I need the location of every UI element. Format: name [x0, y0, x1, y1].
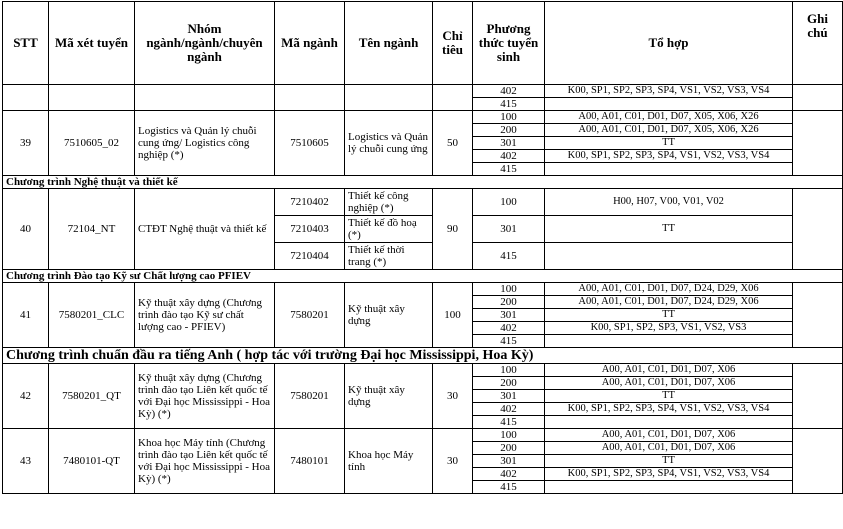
method-code: 200 [473, 124, 545, 137]
row-ma-xet-tuyen: 72104_NT [49, 189, 135, 270]
subject-combo: A00, A01, C01, D01, D07, X06 [545, 364, 793, 377]
header-ma-xet-tuyen: Mã xét tuyển [49, 2, 135, 85]
table-row [3, 189, 843, 216]
section-title: Chương trình Đào tạo Kỹ sư Chất lượng cao PFIEV [3, 270, 843, 283]
subject-combo: H00, H07, V00, V01, V02 [545, 189, 793, 216]
row-ma-nganh: 7210402 [275, 189, 345, 216]
row-nhom-nganh: Logistics và Quản lý chuỗi cung ứng/ Logistics công nghiệp (*) [135, 111, 275, 176]
row-chi-tieu: 50 [433, 111, 473, 176]
method-code: 100 [473, 111, 545, 124]
subject-combo: TT [545, 216, 793, 243]
table-row [3, 85, 843, 98]
row-ten-nganh: Kỹ thuật xây dựng [345, 283, 433, 348]
row-nhom-nganh: Khoa học Máy tính (Chương trình đào tạo Liên kết quốc tế với Đại học Mississippi - Hoa Kỳ) (*) [135, 429, 275, 494]
subject-combo: K00, SP1, SP2, SP3, SP4, VS1, VS2, VS3, VS4 [545, 403, 793, 416]
subject-combo: K00, SP1, SP2, SP3, SP4, VS1, VS2, VS3, VS4 [545, 468, 793, 481]
table-row [3, 429, 843, 442]
method-code: 200 [473, 377, 545, 390]
method-code: 415 [473, 243, 545, 270]
method-code: 415 [473, 98, 545, 111]
subject-combo: K00, SP1, SP2, SP3, VS1, VS2, VS3 [545, 322, 793, 335]
row-ma-nganh: 7580201 [275, 364, 345, 429]
method-code: 415 [473, 481, 545, 494]
section-title: Chương trình Nghệ thuật và thiết kế [3, 176, 843, 189]
row-ten-nganh: Logistics và Quản lý chuỗi cung ứng [345, 111, 433, 176]
section-title: Chương trình chuẩn đầu ra tiếng Anh ( hợp tác với trường Đại học Mississippi, Hoa Kỳ) [3, 348, 843, 364]
subject-combo [545, 416, 793, 429]
row-nhom-nganh: Kỹ thuật xây dựng (Chương trình đào tạo Kỹ sư chất lượng cao - PFIEV) [135, 283, 275, 348]
subject-combo: A00, A01, C01, D01, D07, D24, D29, X06 [545, 283, 793, 296]
row-chi-tieu: 30 [433, 429, 473, 494]
method-code: 100 [473, 189, 545, 216]
header-nhom-nganh: Nhóm ngành/ngành/chuyên ngành [135, 2, 275, 85]
subject-combo [545, 163, 793, 176]
row-stt: 39 [3, 111, 49, 176]
row-ma-nganh: 7210403 [275, 216, 345, 243]
row-ten-nganh: Kỹ thuật xây dựng [345, 364, 433, 429]
method-code: 100 [473, 429, 545, 442]
header-phuong-thuc: Phương thức tuyển sinh [473, 2, 545, 85]
method-code: 200 [473, 296, 545, 309]
header-to-hop: Tổ hợp [545, 2, 793, 85]
row-nhom-nganh: Kỹ thuật xây dựng (Chương trình đào tạo Liên kết quốc tế với Đại học Mississippi - Hoa Kỳ) (*) [135, 364, 275, 429]
method-code: 415 [473, 335, 545, 348]
admissions-table [2, 1, 843, 494]
row-stt: 42 [3, 364, 49, 429]
header-ghi-chu: Ghi chú [793, 2, 843, 85]
row-chi-tieu: 100 [433, 283, 473, 348]
method-code: 402 [473, 322, 545, 335]
row-ma-nganh: 7510605 [275, 111, 345, 176]
method-code: 402 [473, 468, 545, 481]
header-ten-nganh: Tên ngành [345, 2, 433, 85]
row-ma-nganh: 7210404 [275, 243, 345, 270]
row-ma-xet-tuyen: 7580201_QT [49, 364, 135, 429]
subject-combo: A00, A01, C01, D01, D07, D24, D29, X06 [545, 296, 793, 309]
subject-combo: TT [545, 390, 793, 403]
row-ma-xet-tuyen: 7480101-QT [49, 429, 135, 494]
subject-combo: TT [545, 137, 793, 150]
subject-combo: TT [545, 455, 793, 468]
section-heading-art [3, 176, 843, 189]
subject-combo: A00, A01, C01, D01, D07, X06 [545, 429, 793, 442]
row-ma-nganh: 7480101 [275, 429, 345, 494]
method-code: 415 [473, 416, 545, 429]
table-row [3, 364, 843, 377]
row-ma-xet-tuyen: 7580201_CLC [49, 283, 135, 348]
subject-combo [545, 243, 793, 270]
method-code: 301 [473, 309, 545, 322]
row-ten-nganh: Khoa học Máy tính [345, 429, 433, 494]
row-ten-nganh: Thiết kế đồ hoạ (*) [345, 216, 433, 243]
table-row [3, 283, 843, 296]
row-stt: 41 [3, 283, 49, 348]
header-row [3, 2, 843, 85]
subject-combo: A00, A01, C01, D01, D07, X05, X06, X26 [545, 124, 793, 137]
table-row [3, 111, 843, 124]
subject-combo: K00, SP1, SP2, SP3, SP4, VS1, VS2, VS3, VS4 [545, 150, 793, 163]
subject-combo: A00, A01, C01, D01, D07, X05, X06, X26 [545, 111, 793, 124]
method-code: 200 [473, 442, 545, 455]
subject-combo [545, 481, 793, 494]
row-chi-tieu: 90 [433, 189, 473, 270]
row-ma-xet-tuyen: 7510605_02 [49, 111, 135, 176]
subject-combo [545, 335, 793, 348]
subject-combo: A00, A01, C01, D01, D07, X06 [545, 377, 793, 390]
method-code: 301 [473, 390, 545, 403]
section-heading-pfiev [3, 270, 843, 283]
subject-combo: TT [545, 309, 793, 322]
method-code: 100 [473, 364, 545, 377]
row-ten-nganh: Thiết kế thời trang (*) [345, 243, 433, 270]
header-ma-nganh: Mã ngành [275, 2, 345, 85]
row-stt: 43 [3, 429, 49, 494]
subject-combo: K00, SP1, SP2, SP3, SP4, VS1, VS2, VS3, VS4 [545, 85, 793, 98]
method-code: 402 [473, 85, 545, 98]
method-code: 301 [473, 455, 545, 468]
row-stt: 40 [3, 189, 49, 270]
header-stt: STT [3, 2, 49, 85]
subject-combo: A00, A01, C01, D01, D07, X06 [545, 442, 793, 455]
row-ma-nganh: 7580201 [275, 283, 345, 348]
method-code: 301 [473, 216, 545, 243]
subject-combo [545, 98, 793, 111]
row-ten-nganh: Thiết kế công nghiệp (*) [345, 189, 433, 216]
method-code: 402 [473, 403, 545, 416]
row-nhom-nganh: CTĐT Nghệ thuật và thiết kế [135, 189, 275, 270]
method-code: 402 [473, 150, 545, 163]
row-chi-tieu: 30 [433, 364, 473, 429]
section-heading-english [3, 348, 843, 364]
method-code: 100 [473, 283, 545, 296]
method-code: 301 [473, 137, 545, 150]
method-code: 415 [473, 163, 545, 176]
header-chi-tieu: Chỉ tiêu [433, 2, 473, 85]
